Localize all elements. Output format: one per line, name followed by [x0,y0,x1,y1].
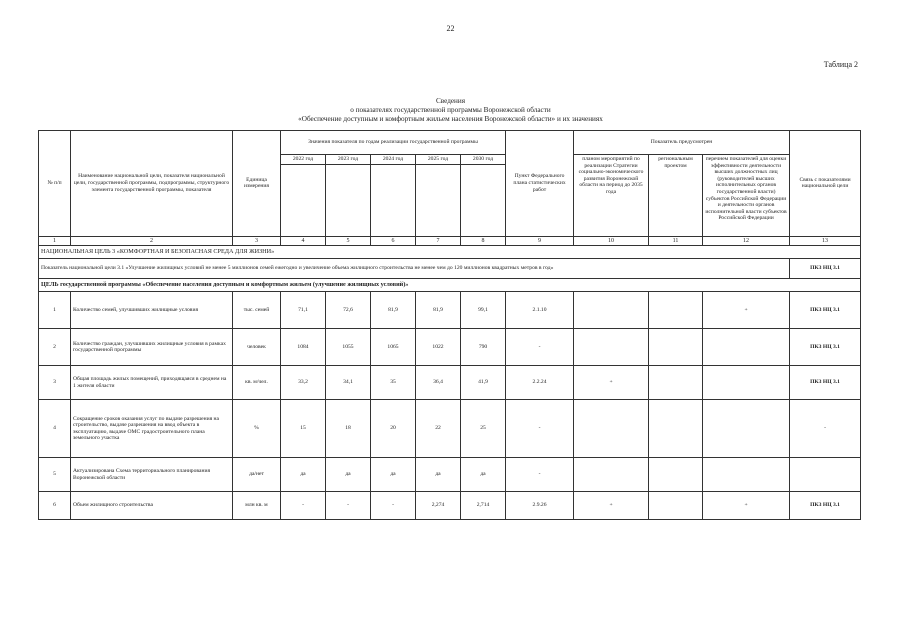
title-line-3: «Обеспечение доступным и комфортным жильем населения Воронежской области» и их значениях [298,115,603,123]
header-num: № п/п [39,131,71,237]
header-year-2022: 2022 год [281,155,326,165]
row-regional [649,292,703,329]
header-year-space [416,164,461,236]
row-federal-plan: 2.9.26 [506,492,574,520]
row-value-2024: да [371,458,416,492]
row-value-2022: да [281,458,326,492]
row-regional [649,366,703,400]
row-efficiency [703,458,790,492]
header-federal-plan: Пункт Федерального плана статистических работ [506,131,574,237]
row-num: 2 [39,329,71,366]
row-unit: % [233,400,281,458]
row-value-2024: 35 [371,366,416,400]
col-number: 10 [574,236,649,246]
row-plans: + [574,492,649,520]
col-number: 11 [649,236,703,246]
row-regional [649,458,703,492]
row-num: 6 [39,492,71,520]
row-efficiency [703,400,790,458]
row-link [790,458,861,492]
table-row [39,329,861,366]
row-value-2022: 1084 [281,329,326,366]
row-federal-plan: 2.1.10 [506,292,574,329]
row-unit: человек [233,329,281,366]
row-regional [649,400,703,458]
row-link: - [790,400,861,458]
row-value-2025: да [416,458,461,492]
row-value-2024: 20 [371,400,416,458]
row-value-2030: 25 [461,400,506,458]
row-num: 4 [39,400,71,458]
row-efficiency: + [703,492,790,520]
row-plans [574,292,649,329]
table-row [39,492,861,520]
title-line-2: о показателях государственной программы Воронежской области [350,106,551,114]
row-value-2023: - [326,492,371,520]
row-num: 1 [39,292,71,329]
table-row [39,458,861,492]
row-value-2030: 2,714 [461,492,506,520]
row-value-2022: - [281,492,326,520]
row-name: Объем жилищного строительства [71,492,233,520]
header-name: Наименование национальной цели, показателя национальной цели, государственной программы, подпрограммы, структурного элемента государственной программы, показателя [71,131,233,237]
row-unit: кв. м/чел. [233,366,281,400]
row-link: ПКЗ НЦ 3.1 [790,366,861,400]
col-number: 12 [703,236,790,246]
col-number: 3 [233,236,281,246]
row-regional [649,329,703,366]
page-number: 22 [446,24,455,33]
header-year-2025: 2025 год [416,155,461,165]
row-federal-plan: - [506,458,574,492]
national-goal-row: НАЦИОНАЛЬНАЯ ЦЕЛЬ 3 «КОМФОРТНАЯ И БЕЗОПАСНАЯ СРЕДА ДЛЯ ЖИЗНИ» [39,246,861,259]
col-number: 7 [416,236,461,246]
header-year-space [281,164,326,236]
header-link: Связь с показателями национальной цели [790,131,861,237]
row-federal-plan: - [506,329,574,366]
col-number: 2 [71,236,233,246]
row-value-2025: 81,9 [416,292,461,329]
row-value-2022: 33,2 [281,366,326,400]
header-year-2023: 2023 год [326,155,371,165]
row-value-2022: 15 [281,400,326,458]
row-efficiency: + [703,292,790,329]
national-indicator-text: Показатель национальной цели 3.1 «Улучшение жилищных условий не менее 5 миллионов семей ежегодно и увеличение объема жилищного строительства не менее чем до 120 миллионов квадратных метров в год» [39,259,790,279]
row-value-2022: 71,1 [281,292,326,329]
col-number: 5 [326,236,371,246]
table-row [39,292,861,329]
header-plans: планом мероприятий по реализации Стратегии социально-экономического развития Воронежской области на период до 2035 года [574,155,649,237]
row-name: Сокращение сроков оказания услуг по выдаче разрешения на строительство, выдаче разрешения на ввод объекта в эксплуатацию, выдаче ОМС градостроительного плана земельного участка [71,400,233,458]
row-name: Количество семей, улучшивших жилищные условия [71,292,233,329]
row-num: 5 [39,458,71,492]
row-link: ПКЗ НЦ 3.1 [790,492,861,520]
row-unit: тыс. семей [233,292,281,329]
row-value-2024: 81,9 [371,292,416,329]
row-value-2030: 99,1 [461,292,506,329]
row-federal-plan: - [506,400,574,458]
row-value-2023: 72,6 [326,292,371,329]
header-regional: региональным проектом [649,155,703,237]
header-year-2030: 2030 год [461,155,506,165]
row-value-2025: 2,274 [416,492,461,520]
row-value-2030: да [461,458,506,492]
col-number: 4 [281,236,326,246]
row-value-2025: 1022 [416,329,461,366]
indicators-table [38,130,861,520]
national-indicator-link: ПКЗ НЦ 3.1 [790,259,861,279]
row-plans [574,329,649,366]
row-federal-plan: 2.2.24 [506,366,574,400]
row-name: Общая площадь жилых помещений, приходящаяся в среднем на 1 жителя области [71,366,233,400]
row-num: 3 [39,366,71,400]
header-year-space [371,164,416,236]
row-value-2023: да [326,458,371,492]
row-value-2023: 34,1 [326,366,371,400]
row-regional [649,492,703,520]
row-value-2025: 36,4 [416,366,461,400]
row-plans [574,458,649,492]
table-label: Таблица 2 [823,60,858,69]
header-provided-by: Показатель предусмотрен [574,131,790,155]
header-values-group: Значения показателя по годам реализации государственной программы [281,131,506,155]
table-row [39,400,861,458]
header-year-space [461,164,506,236]
row-unit: да/нет [233,458,281,492]
table-row [39,366,861,400]
header-year-space [326,164,371,236]
row-value-2023: 1055 [326,329,371,366]
title-line-1: Сведения [435,97,466,105]
row-value-2030: 41,9 [461,366,506,400]
row-value-2024: 1065 [371,329,416,366]
header-efficiency: перечнем показателей для оценки эффективности деятельности высших должностных лиц (руководителей высших исполнительных органов государственной власти) субъектов Российской Федерации и деятельности органов исполнительной власти субъектов Российской Федерации [703,155,790,237]
row-efficiency [703,366,790,400]
header-year-2024: 2024 год [371,155,416,165]
row-plans: + [574,366,649,400]
row-link: ПКЗ НЦ 3.1 [790,292,861,329]
row-value-2023: 18 [326,400,371,458]
col-number: 6 [371,236,416,246]
col-number: 1 [39,236,71,246]
row-name: Актуализирована Схема территориального планирования Воронежской области [71,458,233,492]
program-goal-row: ЦЕЛЬ государственной программы «Обеспечение населения доступным и комфортным жильем (улучшение жилищных условий)» [39,279,861,292]
row-name: Количество граждан, улучшивших жилищные условия в рамках государственной программы [71,329,233,366]
row-value-2025: 22 [416,400,461,458]
row-plans [574,400,649,458]
row-value-2024: - [371,492,416,520]
col-number: 8 [461,236,506,246]
row-link: ПКЗ НЦ 3.1 [790,329,861,366]
row-unit: млн кв. м [233,492,281,520]
header-unit: Единица измерения [233,131,281,237]
col-number: 13 [790,236,861,246]
row-efficiency [703,329,790,366]
col-number: 9 [506,236,574,246]
row-value-2030: 790 [461,329,506,366]
